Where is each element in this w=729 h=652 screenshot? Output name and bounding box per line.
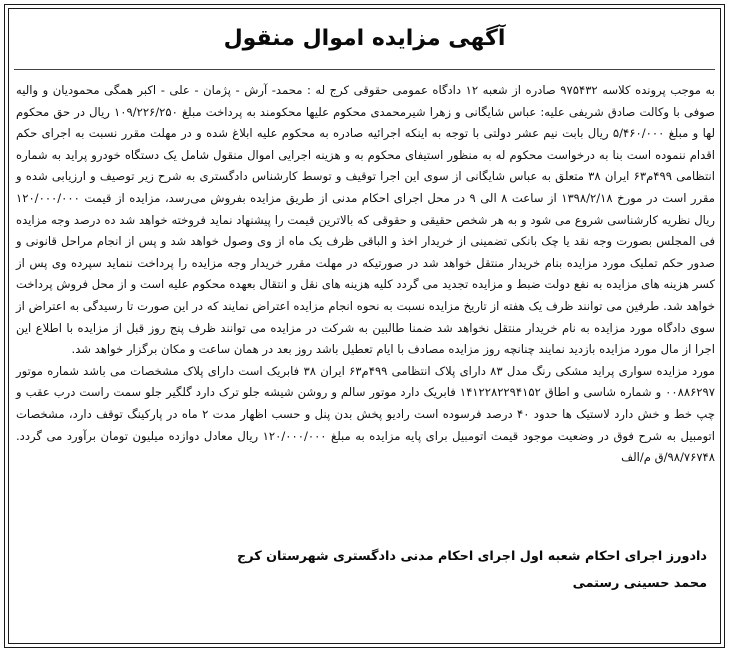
title-divider (14, 69, 715, 70)
notice-paragraph-vehicle: مورد مزایده سواری پراید مشکی رنگ مدل ۸۳ دارای پلاک انتظامی ۴۹۹م۶۳ ایران ۳۸ فابریک است دارای پلاک مشخصات می باشد شماره موتور ۰۰۸۸۶۲۹۷ و شماره شاسی و اطاق ۱۴۱۲۲۸۲۲۹۴۱۵۲ فابریک دارد موتور سالم و روشن شیشه جلو ترک دارد گلگیر جلو سمت راست درب عقب و چپ خط و خش دارد لاستیک ها حدود ۴۰ درصد فرسوده است رادیو پخش بدن پنل و حسب اظهار مدت ۲ ماه در پارکینگ توقف دارد، مشخصات اتومبیل به شرح فوق در وضعیت موجود قیمت اتومبیل برای پایه مزایده به مبلغ ۱۲۰/۰۰۰/۰۰۰ ریال معادل دوازده میلیون تومان برآورد می گردد. ۹۸/۷۶۷۴۸/ق م/الف (16, 363, 715, 465)
signature-office: دادورز اجرای احکام شعبه اول اجرای احکام مدنی دادگستری شهرستان کرج (237, 549, 707, 564)
signature-name: محمد حسینی رستمی (572, 576, 707, 591)
notice-paragraph-main: به موجب پرونده کلاسه ۹۷۵۴۳۲ صادره از شعبه ۱۲ دادگاه عمومی حقوقی کرج له : محمد- آرش - پژمان - علی - اکبر همگی محمودیان و والیه صوفی با وکالت صادق شریفی علیه: عباس شایگانی و زهرا شیرمحمدی محکوم علیها محکومند به پرداخت مبلغ ۱۰۹/۲۲۶/۲۵۰ ریال در حق محکوم لها و مبلغ ۵/۴۶۰/۰۰۰ ریال بابت نیم عشر دولتی با توجه به اینکه اجرائیه صادره به محکوم علیه ابلاغ شده و در مهلت مقرر نسبت به اجرای حکم اقدام ننموده است بنا به درخواست محکوم له به منظور استیفای محکوم به و هزینه اجرایی اموال منقول شامل یک دستگاه خودرو پراید به شماره انتظامی ۴۹۹م۶۳ ایران ۳۸ متعلق به عباس شایگانی از سوی این اجرا توقیف و توسط کارشناس دادگستری به شرح زیر توصیف و ارزیابی شده و مقرر است در مورخ ۱۳۹۸/۲/۱۸ از ساعت ۸ الی ۹ در محل اجرای احکام مدنی از طریق مزایده بفروش می‌رسد، مزایده از قیمت ۱۲۰/۰۰۰/۰۰۰ ریال نظریه کارشناسی شروع می شود و به هر شخص حقیقی و حقوقی که بالاترین قیمت را پیشنهاد نماید فروخته خواهد شد ده درصد وجه مزایده فی المجلس بصورت وجه نقد یا چک بانکی تضمینی از خریدار اخذ و الباقی ظرف یک ماه از وی وصول خواهد شد و پس از انجام مراحل قانونی و صدور حکم تملیک مورد مزایده بنام خریدار منتقل خواهد شد در صورتیکه در مهلت مقرر خریدار وجه مزایده را پرداخت ننماید سپرده وی پس از کسر هزینه های مزایده به نفع دولت ضبط و مزایده تجدید می گردد کلیه هزینه های نقل و انتقال بعهده محکوم علیه است و از محل فروش پرداخت خواهد شد. طرفین می توانند ظرف یک هفته از تاریخ مزایده نسبت به نحوه انجام مزایده اعتراض نمایند که در این صورت تا رسیدگی به اعتراض از سوی دادگاه مورد مزایده به نام خریدار منتقل نخواهد شد ضمنا طالبین به شرکت در مزایده می توانند ظرف پنج روز قبل از مزایده با اطلاع این اجرا از مال مورد مزایده بازدید نمایند چنانچه روز مزایده مصادف با ایام تعطیل باشد روز بعد در همان ساعت و مکان برگزار خواهد شد. (16, 83, 716, 357)
notice-body (16, 80, 715, 469)
notice-title: آگهی مزایده اموال منقول (223, 26, 506, 51)
signature-block (20, 543, 707, 597)
